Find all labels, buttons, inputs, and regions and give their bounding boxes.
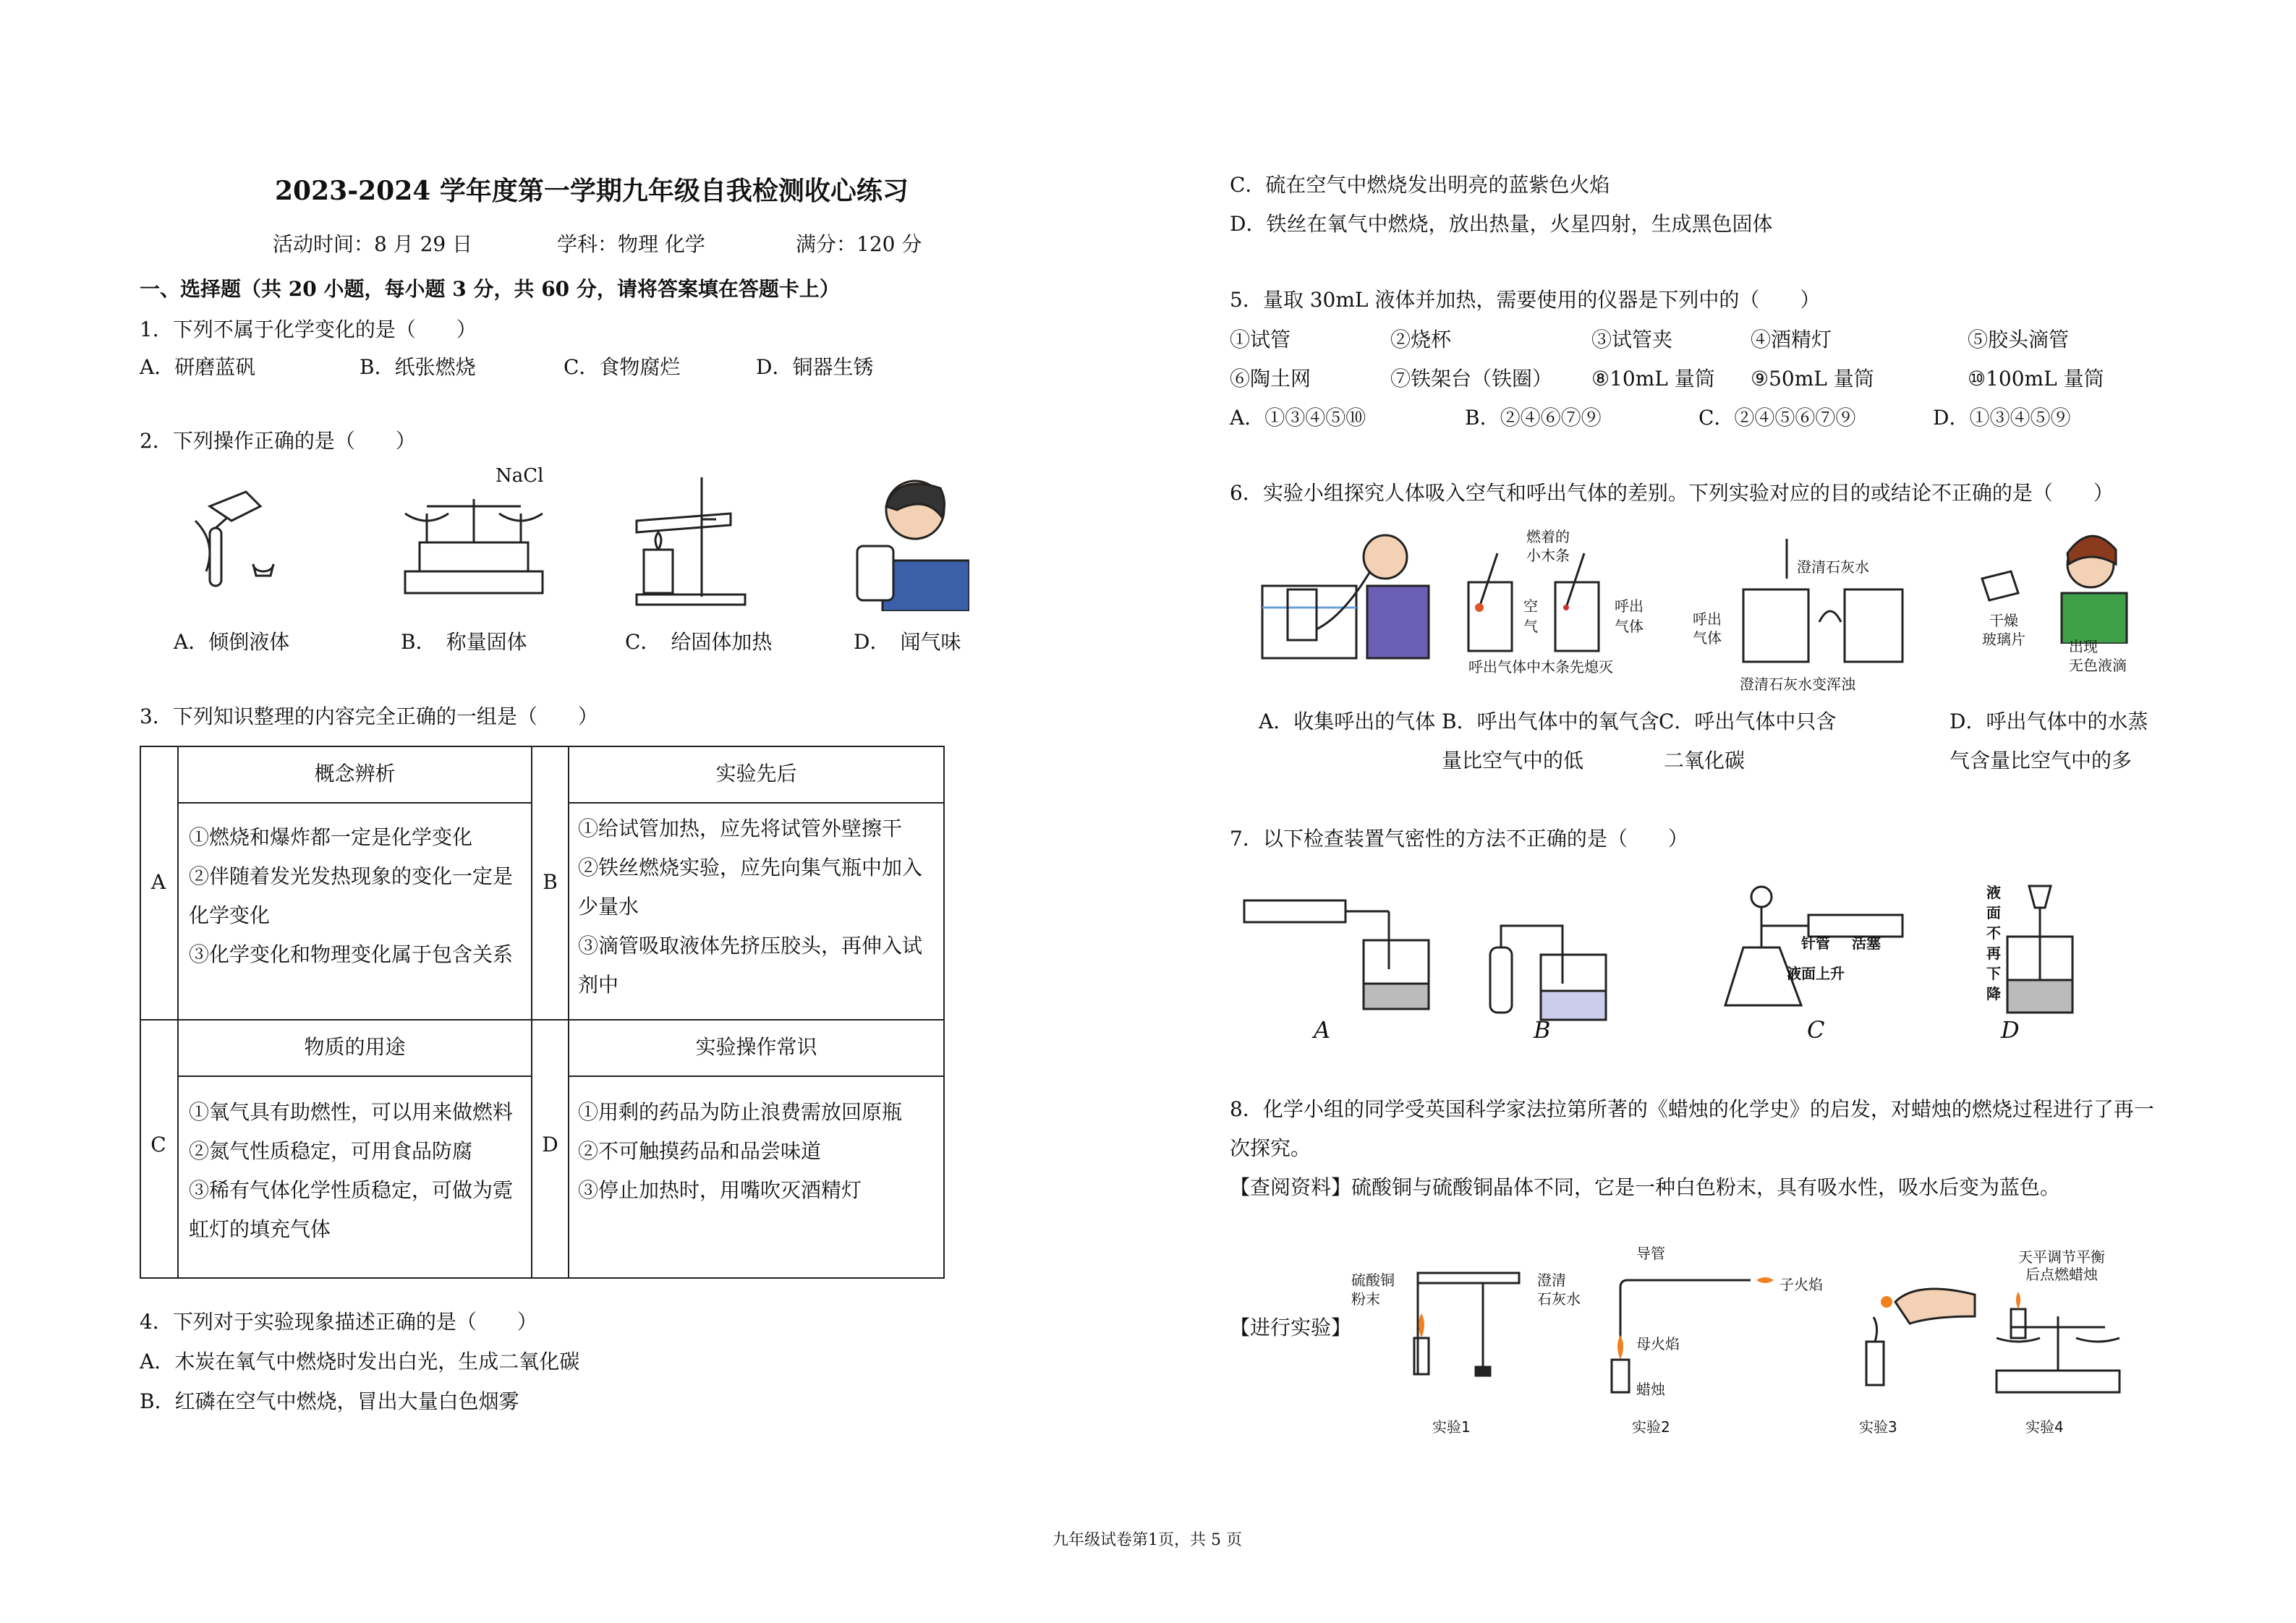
q7-label-b: B: [1534, 1016, 1551, 1044]
q2-option-d: D． 闻气味: [854, 630, 961, 654]
q3-c-line-3: ③稀有气体化学性质稳定，可做为霓: [189, 1178, 514, 1202]
q6-caption-c: 澄清石灰水变浑浊: [1740, 676, 1855, 693]
q4-option-d: D．铁丝在氧气中燃烧，放出热量，火星四射，生成黑色固体: [1230, 212, 1773, 236]
q6-option-c-2: 二氧化碳: [1664, 749, 1746, 772]
q6-limewater-label: 澄清石灰水: [1797, 558, 1869, 576]
q6-option-c-1: C．呼出气体中只含: [1659, 710, 1837, 733]
q3-b-line-5: 剂中: [578, 973, 619, 997]
q7-label-a: A: [1314, 1016, 1331, 1044]
q4-stem: 4．下列对于实验现象描述正确的是（ ）: [140, 1310, 537, 1334]
q3-b-line-4: ③滴管吸取液体先挤压胶头，再伸入试: [578, 934, 923, 958]
q5-item-9: ⑨50mL 量筒: [1751, 367, 1874, 391]
q3-head-d: 实验操作常识: [695, 1035, 817, 1059]
q1-option-c: C．食物腐烂: [564, 355, 681, 379]
q6-dry-label: 干燥: [1989, 612, 2018, 629]
q8-balance-label-2: 后点燃蜡烛: [2025, 1266, 2098, 1283]
q3-c-line-2: ②氮气性质稳定，可用食品防腐: [189, 1139, 473, 1163]
section-heading: 一、选择题（共 20 小题，每小题 3 分，共 60 分，请将答案填在答题卡上）: [140, 277, 840, 301]
q6-appear-label: 出现: [2069, 638, 2098, 655]
q3-d-line-2: ②不可触摸药品和品尝味道: [578, 1139, 822, 1163]
q3-stem: 3．下列知识整理的内容完全正确的一组是（ ）: [140, 704, 598, 728]
q6-air-label-1: 空: [1523, 597, 1538, 615]
q5-item-10: ⑩100mL 量筒: [1968, 367, 2104, 391]
q5-option-a: A．①③④⑤⑩: [1230, 406, 1366, 430]
q6-stem: 6．实验小组探究人体吸入空气和呼出气体的差别。下列实验对应的目的或结论不正确的是（ ）: [1230, 481, 2114, 505]
q6-option-b-2: 量比空气中的低: [1442, 749, 1584, 772]
q6-air-label-2: 气: [1523, 618, 1538, 635]
q8-experiment-label: 【进行实验】: [1230, 1316, 1352, 1339]
q3-a-line-3: 化学变化: [189, 903, 271, 927]
q7-rise-label: 液面上升: [1787, 965, 1845, 982]
q8-figure-3: [1852, 1273, 1982, 1389]
exam-time: 活动时间：8 月 29 日: [273, 232, 473, 256]
q3-letter-c: C: [150, 1133, 166, 1156]
q8-exp1-label: 实验1: [1432, 1418, 1471, 1436]
q8-figure-1: [1403, 1266, 1526, 1381]
q5-item-1: ①试管: [1230, 328, 1291, 352]
q8-exp4-label: 实验4: [2025, 1418, 2064, 1436]
q1-option-d: D．铜器生锈: [756, 355, 874, 379]
q6-gas-label-2: 气体: [1693, 629, 1722, 647]
q8-cuso4-label-2: 粉末: [1351, 1290, 1380, 1308]
q3-head-c: 物质的用途: [304, 1035, 406, 1059]
q6-figure-a: [1259, 521, 1432, 665]
q7-needle-label: 针管: [1801, 934, 1830, 952]
q6-option-b-1: B．呼出气体中的氧气含: [1442, 710, 1659, 733]
exam-score: 满分：120 分: [796, 232, 922, 256]
q8-mother-label: 母火焰: [1636, 1335, 1680, 1352]
q6-option-d-2: 气含量比空气中的多: [1950, 749, 2133, 772]
q6-exhaled-label-2: 气体: [1615, 618, 1644, 635]
q6-option-d-1: D．呼出气体中的水蒸: [1950, 710, 2148, 733]
q5-option-b: B．②④⑥⑦⑨: [1465, 406, 1602, 430]
q2-option-c: C． 给固体加热: [625, 630, 773, 654]
q7-label-c: C: [1807, 1016, 1825, 1044]
q5-item-2: ②烧杯: [1390, 328, 1452, 352]
q8-lime-label-1: 澄清: [1537, 1271, 1566, 1289]
q8-candle-label: 蜡烛: [1636, 1381, 1665, 1398]
q3-b-line-3: 少量水: [578, 895, 639, 919]
q5-item-7: ⑦铁架台（铁圈）: [1390, 367, 1553, 391]
heat-solid-figure: [622, 470, 752, 608]
q8-stem-1: 8．化学小组的同学受英国科学家法拉第所著的《蜡烛的化学史》的启发，对蜡烛的燃烧过程进行了再一: [1230, 1097, 2154, 1121]
q6-exhaled-label-1: 呼出: [1615, 597, 1644, 615]
q3-a-line-2: ②伴随着发光发热现象的变化一定是: [189, 864, 514, 888]
q2-option-a: A．倾倒液体: [174, 630, 290, 654]
q3-c-line-1: ①氧气具有助燃性，可以用来做燃料: [189, 1100, 514, 1124]
q3-b-line-2: ②铁丝燃烧实验，应先向集气瓶中加入: [578, 856, 923, 879]
q6-burning-label: 燃着的: [1526, 528, 1570, 545]
q8-figure-4: [1982, 1287, 2127, 1396]
q8-cuso4-label-1: 硫酸铜: [1351, 1271, 1395, 1289]
q2-stem: 2．下列操作正确的是（ ）: [140, 429, 416, 453]
q6-glass-label: 玻璃片: [1982, 631, 2025, 648]
q4-option-a: A．木炭在氧气中燃烧时发出白光，生成二氧化碳: [140, 1350, 580, 1373]
q3-a-line-4: ③化学变化和物理变化属于包含关系: [189, 942, 514, 966]
q6-stick-label: 小木条: [1526, 547, 1570, 564]
q6-droplets-label: 无色液滴: [2069, 657, 2127, 674]
q6-option-a: A．收集呼出的气体: [1259, 710, 1436, 733]
q3-d-line-1: ①用剩的药品为防止浪费需放回原瓶: [578, 1100, 903, 1124]
q4-option-c: C．硫在空气中燃烧发出明亮的蓝紫色火焰: [1230, 173, 1610, 197]
q7-label-d: D: [2001, 1016, 2020, 1044]
q1-option-b: B．纸张燃烧: [360, 355, 476, 379]
page-title: 2023-2024 学年度第一学期九年级自我检测收心练习: [275, 176, 909, 206]
q8-tube-label: 导管: [1636, 1245, 1665, 1262]
q3-c-line-4: 虹灯的填充气体: [189, 1217, 331, 1241]
q6-gas-label-1: 呼出: [1693, 610, 1722, 628]
balance-figure: [391, 470, 557, 604]
q5-item-3: ③试管夹: [1591, 328, 1673, 352]
q5-item-5: ⑤胶头滴管: [1968, 328, 2070, 352]
q8-exp2-label: 实验2: [1632, 1418, 1670, 1436]
q2-option-b: B． 称量固体: [401, 630, 527, 654]
q3-letter-d: D: [542, 1133, 558, 1156]
q1-stem: 1．下列不属于化学变化的是（ ）: [140, 318, 477, 341]
q5-item-8: ⑧10mL 量筒: [1591, 367, 1715, 391]
q3-knowledge-table: [140, 746, 945, 1279]
q7-nofall-label: 液面不再下降: [1986, 884, 2001, 1002]
q7-piston-label: 活塞: [1852, 934, 1881, 952]
smell-figure: [854, 467, 969, 611]
q8-balance-label-1: 天平调节平衡: [2018, 1248, 2105, 1266]
nacl-label: NaCl: [496, 465, 544, 487]
q3-head-a: 概念辨析: [314, 762, 396, 785]
q3-letter-a: A: [150, 870, 166, 894]
q5-stem: 5．量取 30mL 液体并加热，需要使用的仪器是下列中的（ ）: [1230, 288, 1821, 312]
exam-subject: 学科：物理 化学: [557, 232, 705, 256]
q3-d-line-3: ③停止加热时，用嘴吹灭酒精灯: [578, 1178, 862, 1202]
q7-figure-b: [1476, 919, 1620, 1027]
q5-option-d: D．①③④⑤⑨: [1933, 406, 2071, 430]
q4-option-b: B．红磷在空气中燃烧，冒出大量白色烟雾: [140, 1389, 519, 1413]
q3-a-line-1: ①燃烧和爆炸都一定是化学变化: [189, 825, 473, 849]
q8-info: 【查阅资料】硫酸铜与硫酸铜晶体不同，它是一种白色粉末，具有吸水性，吸水后变为蓝色。: [1230, 1175, 2061, 1199]
q5-option-c: C．②④⑤⑥⑦⑨: [1698, 406, 1856, 430]
q6-caption-b: 呼出气体中木条先熄灭: [1468, 658, 1613, 676]
q1-option-a: A．研磨蓝矾: [140, 355, 256, 379]
q8-exp3-label: 实验3: [1859, 1418, 1897, 1436]
page-footer: 九年级试卷第1页，共 5 页: [1053, 1531, 1242, 1549]
pour-liquid-figure: [166, 477, 289, 600]
q7-figure-a: [1237, 890, 1440, 1013]
q8-child-label: 子火焰: [1780, 1276, 1823, 1293]
q8-lime-label-2: 石灰水: [1537, 1290, 1581, 1308]
q5-item-6: ⑥陶土网: [1230, 367, 1311, 391]
q8-stem-2: 次探究。: [1230, 1136, 1311, 1160]
q3-head-b: 实验先后: [715, 762, 797, 785]
q5-item-4: ④酒精灯: [1751, 328, 1832, 352]
q3-letter-b: B: [543, 870, 558, 894]
q3-b-line-1: ①给试管加热，应先将试管外壁擦干: [578, 817, 903, 840]
q7-stem: 7．以下检查装置气密性的方法不正确的是（ ）: [1230, 827, 1688, 851]
